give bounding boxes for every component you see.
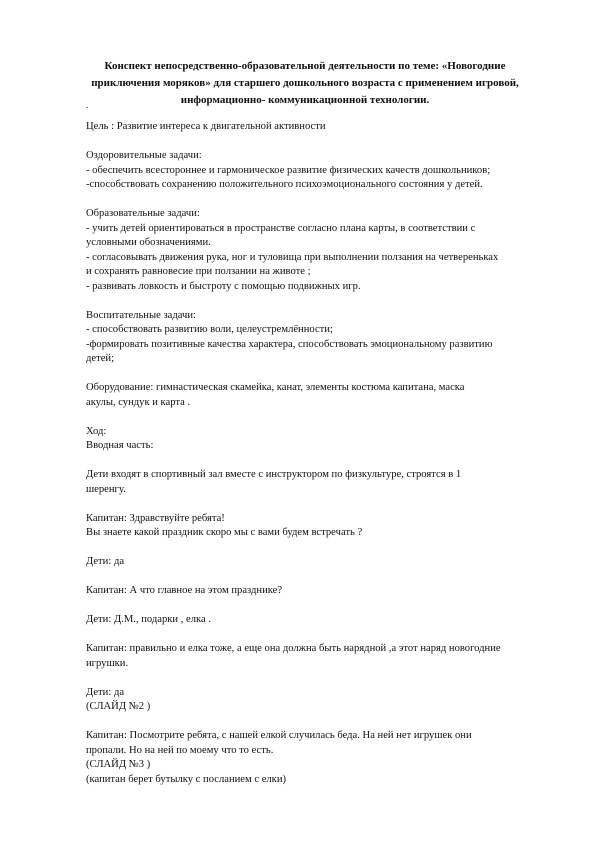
education-item: - согласовывать движения рука, ног и туловища при выполнении ползания на четвереньках	[86, 251, 499, 263]
paragraph-line: Капитан: правильно и елка тоже, а еще она должна быть нарядной ,а этот наряд новогодние	[86, 643, 501, 654]
course-heading: Ход:	[86, 425, 107, 437]
education-item: условными обозначениями.	[86, 237, 211, 248]
document-title	[70, 58, 540, 109]
paragraph-line: (капитан берет бутылку с посланием с елки)	[86, 773, 287, 785]
paragraph-line: Капитан: Здравствуйте ребята!	[86, 512, 225, 524]
title-line: информационно- коммуникационной технологии.	[180, 94, 430, 106]
stray-dot: .	[86, 100, 89, 110]
upbringing-heading: Воспитательные задачи:	[86, 309, 196, 321]
intro-heading: Вводная часть:	[86, 440, 154, 451]
paragraph-line: игрушки.	[86, 657, 129, 669]
paragraph-line: Дети входят в спортивный зал вместе с инструктором по физкультуре, строятся в 1	[86, 469, 462, 480]
health-heading: Оздоровительные задачи:	[86, 150, 202, 161]
education-item: и сохранять равновесие при ползании на животе ;	[86, 266, 311, 277]
upbringing-item: детей;	[86, 353, 115, 364]
paragraph-line: Дети: Д.М., подарки , елка .	[86, 614, 211, 625]
paragraph-line: Капитан: Посмотрите ребята, с нашей елкой случилась беда. На ней нет игрушек они	[86, 730, 472, 741]
goal-line: Цель : Развитие интереса к двигательной активности	[86, 121, 326, 132]
upbringing-item: - способствовать развитию воли, целеустремлённости;	[86, 324, 333, 335]
upbringing-item: -формировать позитивные качества характера, способствовать эмоциональному развитию	[86, 338, 493, 350]
equipment-line: акулы, сундук и карта .	[86, 396, 191, 408]
paragraph-line: пропали. Но на ней по моему что то есть.	[86, 744, 274, 756]
health-item: -способствовать сохранению положительного психоэмоционального состояния у детей.	[86, 179, 483, 190]
paragraph-line: Дети: да	[86, 556, 125, 567]
education-heading: Образовательные задачи:	[86, 208, 200, 219]
paragraph-line: Вы знаете какой праздник скоро мы с вами будем встречать ?	[86, 527, 363, 538]
equipment-line: Оборудование: гимнастическая скамейка, канат, элементы костюма капитана, маска	[86, 382, 465, 393]
education-item: - развивать ловкость и быстроту с помощью подвижных игр.	[86, 280, 361, 292]
document-body	[86, 120, 556, 787]
paragraph-line: Дети: да	[86, 686, 125, 698]
education-item: - учить детей ориентироваться в пространстве согласно плана карты, в соответствии с	[86, 222, 476, 234]
paragraph-line: (СЛАЙД №2 )	[86, 701, 151, 712]
paragraph-line: шеренгу.	[86, 483, 126, 495]
paragraph-line: (СЛАЙД №3 )	[86, 759, 151, 770]
title-line: приключения моряков» для старшего дошкольного возраста с применением игровой,	[91, 77, 519, 89]
title-line: Конспект непосредственно-образовательной деятельности по теме: «Новогодние	[104, 60, 506, 72]
health-item: - обеспечить всестороннее и гармоническое развитие физических качеств дошкольников;	[86, 164, 491, 176]
paragraph-line: Капитан: А что главное на этом празднике?	[86, 585, 283, 596]
